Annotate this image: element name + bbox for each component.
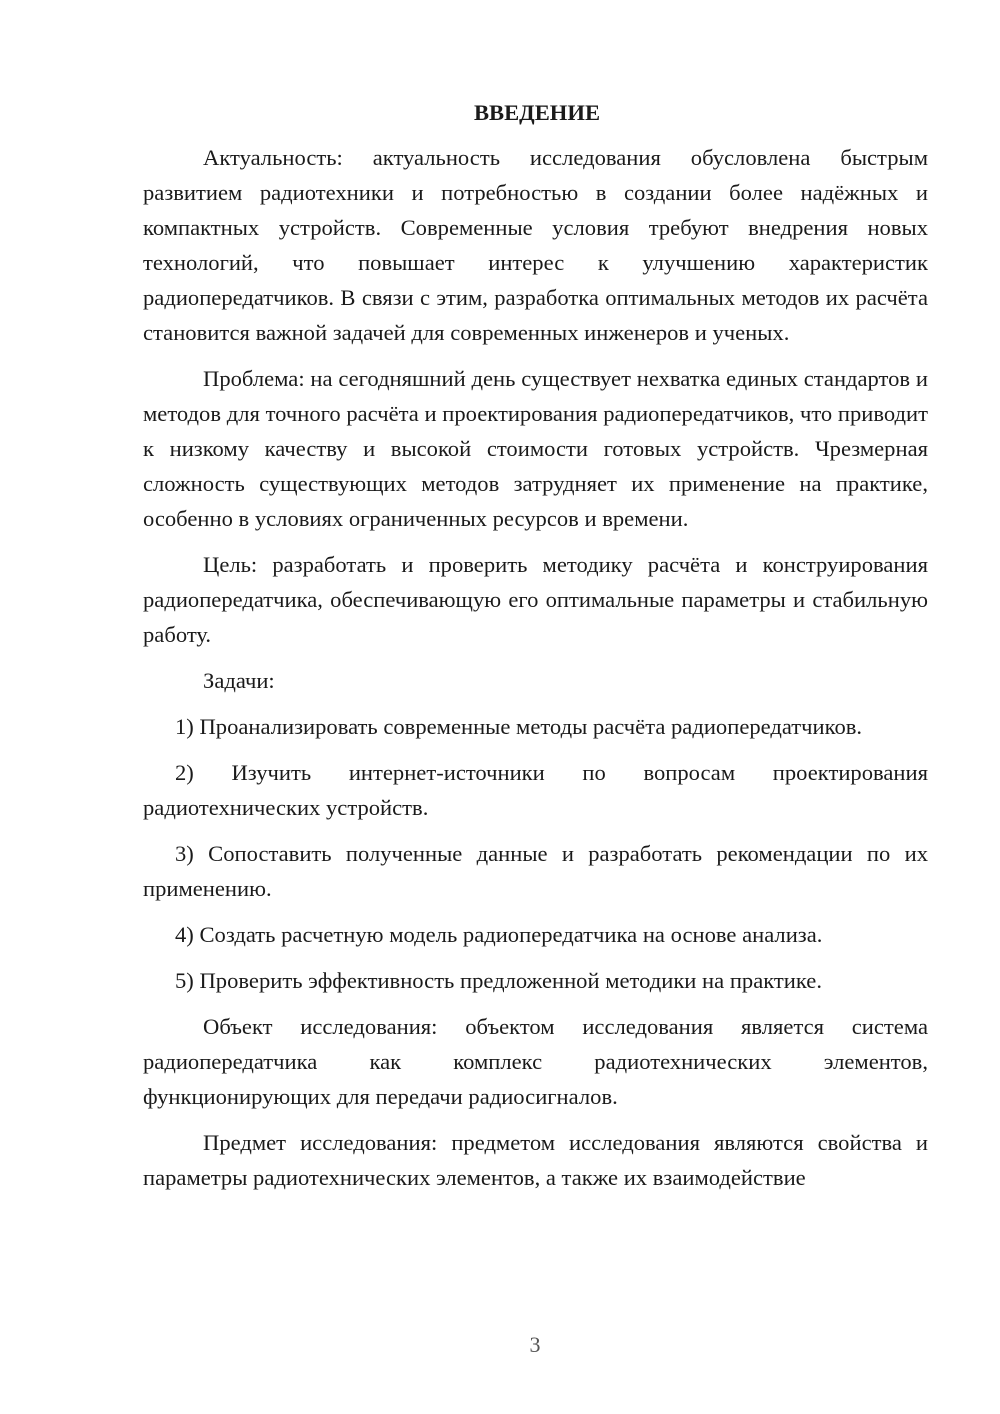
paragraph-subject: Предмет исследования: предметом исследования являются свойства и параметры радиотехнических элементов, а также их взаимодействие	[143, 1130, 928, 1190]
task-item-4: 4) Создать расчетную модель радиопередатчика на основе анализа.	[175, 922, 823, 947]
task-item-1: 1) Проанализировать современные методы расчёта радиопередатчиков.	[175, 714, 863, 739]
paragraph-tasks-heading: Задачи:	[203, 668, 275, 693]
paragraph-problem: Проблема: на сегодняшний день существует нехватка единых стандартов и методов для точного расчёта и проектирования радиопередатчиков, что приводит к низкому качеству и высокой стоимости готовых устройств. Чрезмерная сложность существующих методов затрудняет их применение на практике, особенно в условиях ограниченных ресурсов и времени.	[143, 366, 928, 531]
task-item-3: 3) Сопоставить полученные данные и разработать рекомендации по их применению.	[143, 841, 928, 901]
task-item-2: 2) Изучить интернет-источники по вопросам проектирования радиотехнических устройств.	[143, 760, 928, 820]
document-page	[143, 95, 928, 1206]
page-number: 3	[529, 1332, 541, 1357]
paragraph-object: Объект исследования: объектом исследования является система радиопередатчика как комплекс радиотехнических элементов, функционирующих для передачи радиосигналов.	[143, 1014, 928, 1109]
paragraph-relevance: Актуальность: актуальность исследования обусловлена быстрым развитием радиотехники и потребностью в создании более надёжных и компактных устройств. Современные условия требуют внедрения новых технологий, что повышает интерес к улучшению характеристик радиопередатчиков. В связи с этим, разработка оптимальных методов их расчёта становится важной задачей для современных инженеров и ученых.	[143, 145, 928, 345]
paragraph-goal: Цель: разработать и проверить методику расчёта и конструирования радиопередатчика, обеспечивающую его оптимальные параметры и стабильную работу.	[143, 552, 928, 647]
section-title: ВВЕДЕНИЕ	[473, 100, 601, 125]
task-item-5: 5) Проверить эффективность предложенной методики на практике.	[175, 968, 822, 993]
